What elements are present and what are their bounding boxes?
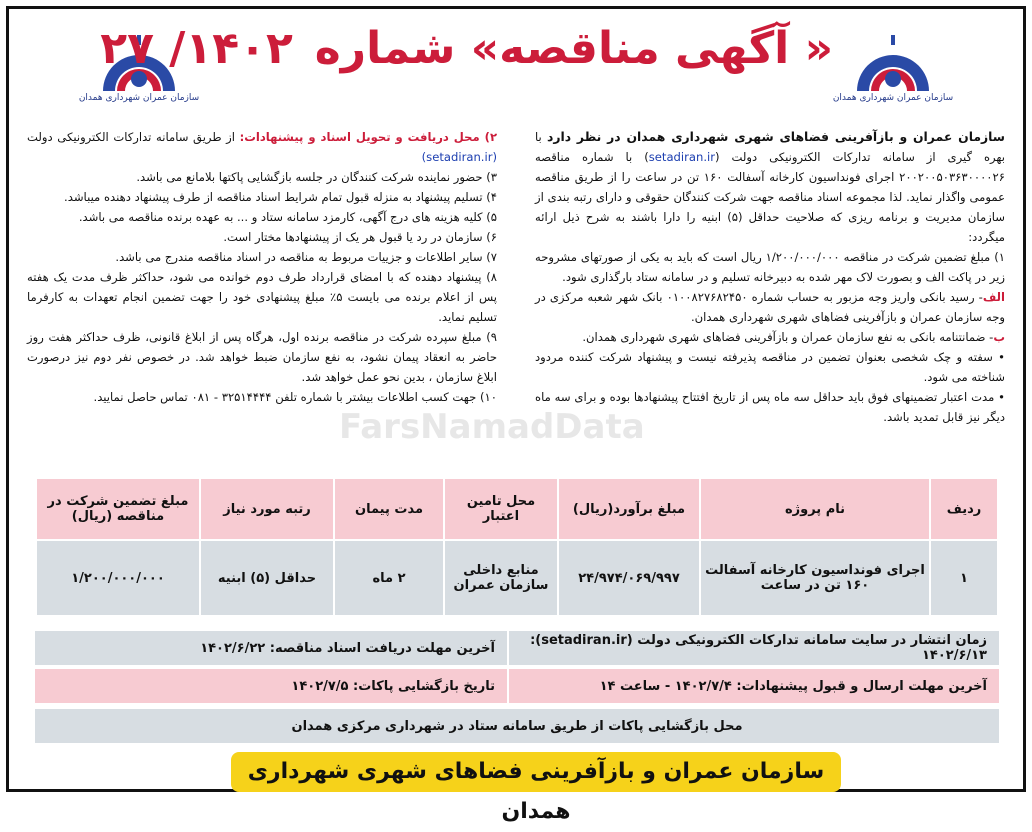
table-row [36, 540, 998, 616]
item-be: ب- ضمانتنامه بانکی به نفع سازمان عمران و بازآفرینی فضاهای شهری شهرداری همدان. [582, 330, 1005, 344]
tender-number: ۱۴۰۲/ ۲۷ [100, 23, 293, 74]
col-header-guarantee: مبلغ تضمین شرکت در مناقصه (ریال) [36, 478, 200, 540]
item-10: ۱۰) جهت کسب اطلاعات بیشتر با شماره تلفن ۳۲۵۱۴۴۴۴ - ۰۸۱ تماس حاصل نمایید. [93, 390, 497, 404]
item-5: ۵) کلیه هزینه های درج آگهی، کارمزد سامانه ستاد و ... به عهده برنده مناقصه می باشد. [78, 210, 497, 224]
item-1: ۱) مبلغ تضمین شرکت در مناقصه ۱/۲۰۰/۰۰۰/۰۰۰ ریال است که باید به یکی از صورتهای مشروحه زیر در پاکت الف و بصورت لاک مهر شده به دبیرخانه تسلیم و در سامانه ستاد بارگذاری شود. [535, 250, 1005, 284]
organization-logo-icon [851, 27, 935, 95]
logo-right [823, 27, 963, 115]
deadline-info-row [35, 669, 999, 703]
footer-banner: سازمان عمران و بازآفرینی فضاهای شهری شهرداری همدان [231, 752, 841, 792]
watermark: FarsNamadData [339, 407, 645, 447]
intro-paragraph: سازمان عمران و بازآفرینی فضاهای شهری شهرداری همدان در نظر دارد با بهره گیری از سامانه تدارکات الکترونیکی دولت (setadiran.ir) با شماره مناقصه ۲۰۰۲۰۰۵۰۳۶۳۰۰۰۰۲۶ اجرای فونداسیون کارخانه آسفالت ۱۶۰ تن در ساعت را از طریق مناقصه عمومی واگذار نماید. لذا مجموعه اسناد مناقصه جهت شرکت کنندگان حقوقی و دارای رتبه بندی از سازمان مدیریت و برنامه ریزی که صلاحیت حداقل (۵) ابنیه را دارا باشند به شرح ذیل ارائه میگردد: [535, 129, 1006, 244]
col-header-funding: محل تامین اعتبار [444, 478, 558, 540]
setadiran-link[interactable]: setadiran.ir [648, 150, 716, 164]
title-text: « آگهی مناقصه» شماره [314, 23, 833, 74]
cell-estimate: ۲۴/۹۷۴/۰۶۹/۹۹۷ [558, 540, 700, 616]
cell-project: اجرای فونداسیون کارخانه آسفالت ۱۶۰ تن در ساعت [700, 540, 930, 616]
logo-caption: سازمان عمران شهرداری همدان [78, 93, 200, 103]
project-table [35, 477, 999, 617]
col-header-estimate: مبلغ برآورد(ریال) [558, 478, 700, 540]
item-3: ۳) حضور نماینده شرکت کنندگان در جلسه بازگشایی پاکتها بلامانع می باشد. [136, 170, 497, 184]
publish-date: زمان انتشار در سایت سامانه تدارکات الکترونیکی دولت (setadiran.ir): ۱۴۰۲/۶/۱۳ [530, 633, 987, 663]
item-alef: الف- رسید بانکی واریز وجه مزبور به حساب شماره ۰۱۰۰۸۲۷۶۸۲۴۵۰ بانک شهر شعبه مرکزی در وجه سازمان عمران و بازآفرینی فضاهای شهری شهرداری همدان. [535, 290, 1005, 324]
logo-caption: سازمان عمران شهرداری همدان [832, 93, 954, 103]
col-header-grade: رتبه مورد نیاز [200, 478, 334, 540]
cell-guarantee: ۱/۲۰۰/۰۰۰/۰۰۰ [36, 540, 200, 616]
col-header-project: نام پروژه [700, 478, 930, 540]
setadiran-link[interactable]: (setadiran.ir) [421, 150, 497, 164]
item-8: ۸) پیشنهاد دهنده که با امضای قرارداد طرف دوم خوانده می شود، حداکثر ظرف مدت یک هفته پس از اعلام برنده می بایست ۵٪ مبلغ پیشنهادی خود را جهت تضمین انجام تعهدات به کارفرما تسلیم نماید. [27, 270, 497, 324]
opening-place: محل بازگشایی پاکات از طریق سامانه ستاد در شهرداری مرکزی همدان [35, 709, 999, 743]
body-columns [27, 127, 1005, 447]
col-header-duration: مدت پیمان [334, 478, 444, 540]
item-2: ۲) محل دریافت و تحویل اسناد و پیشنهادات: از طریق سامانه تدارکات الکترونیکی دولت (setadiran.ir) [27, 130, 498, 164]
cell-index: ۱ [930, 540, 998, 616]
cell-funding: منابع داخلی سازمان عمران [444, 540, 558, 616]
col-header-index: ردیف [930, 478, 998, 540]
note-1: • سفته و چک شخصی بعنوان تضمین در مناقصه پذیرفته نیست و پیشنهاد شرکت کننده مردود شناخته می شود. [535, 350, 1005, 384]
table-header-row [36, 478, 998, 540]
item-9: ۹) مبلغ سپرده شرکت در مناقصه برنده اول، هرگاه پس از ابلاغ قانونی، ظرف حداکثر هفت روز حاضر به انعقاد پیمان نشود، به نفع سازمان ضبط خواهد شد. در خصوص نفر دوم نیز درصورت ابلاغ سازمان ، بدین نحو عمل خواهد شد. [27, 330, 497, 384]
doc-deadline: آخرین مهلت دریافت اسناد مناقصه: ۱۴۰۲/۶/۲۲ [35, 631, 509, 665]
item-4: ۴) تسلیم پیشنهاد به منزله قبول تمام شرایط اسناد مناقصه از طرف پیشنهاد دهنده میباشد. [64, 190, 497, 204]
submit-deadline: آخرین مهلت ارسال و قبول پیشنهادات: ۱۴۰۲/۷/۴ - ساعت ۱۴ [599, 678, 987, 694]
cell-grade: حداقل (۵) ابنیه [200, 540, 334, 616]
publish-info-row [35, 631, 999, 665]
tender-notice [6, 6, 1026, 824]
left-column [27, 127, 497, 407]
note-2: • مدت اعتبار تضمینهای فوق باید حداقل سه ماه پس از تاریخ افتتاح پیشنهادها بوده و برای سه ماه دیگر نیز قابل تمدید باشد. [535, 390, 1005, 424]
header [9, 9, 1023, 119]
right-column [535, 127, 1005, 427]
page-title [100, 23, 833, 74]
cell-duration: ۲ ماه [334, 540, 444, 616]
opening-date: تاریخ بازگشایی پاکات: ۱۴۰۲/۷/۵ [35, 669, 509, 703]
item-7: ۷) سایر اطلاعات و جزییات مربوط به مناقصه در اسناد مناقصه مندرج می باشد. [115, 250, 497, 264]
item-6: ۶) سازمان در رد یا قبول هر یک از پیشنهادها مختار است. [223, 230, 497, 244]
